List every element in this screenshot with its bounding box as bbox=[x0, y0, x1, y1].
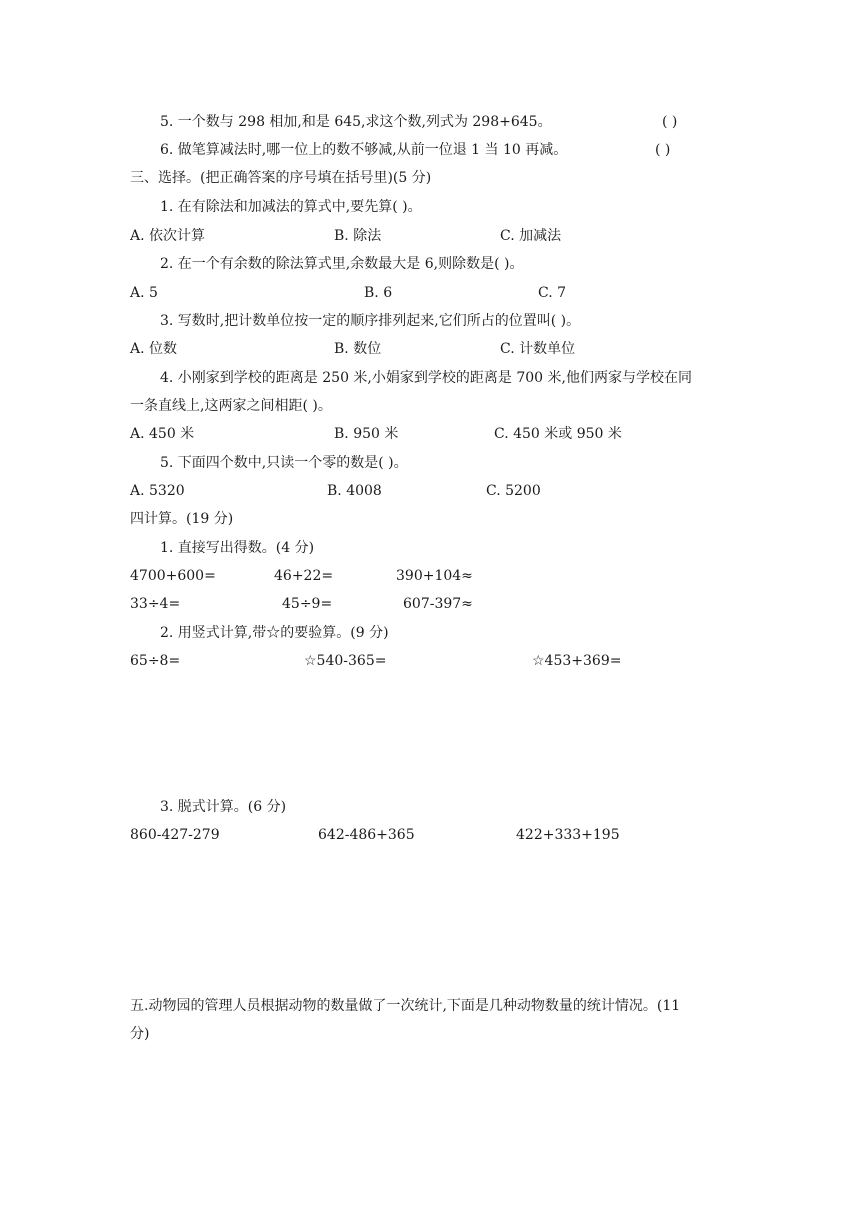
s4-p1-item: 390+104≈ bbox=[396, 568, 473, 584]
judge-q6-bracket[interactable]: ( ) bbox=[655, 142, 671, 158]
s3-q1-option-a[interactable]: A. 依次计算 bbox=[130, 228, 206, 244]
judge-q5-bracket[interactable]: ( ) bbox=[662, 114, 678, 130]
section3-heading: 三、选择。(把正确答案的序号填在括号里)(5 分) bbox=[130, 170, 432, 186]
s4-p2-item: ☆453+369= bbox=[532, 653, 622, 669]
s4-p2-title: 2. 用竖式计算,带☆的要验算。(9 分) bbox=[160, 625, 389, 641]
s3-q1-option-c[interactable]: C. 加减法 bbox=[500, 228, 562, 244]
s3-q2-option-c[interactable]: C. 7 bbox=[538, 285, 567, 301]
s3-q5-text: 5. 下面四个数中,只读一个零的数是( )。 bbox=[160, 455, 408, 471]
s4-p1-item: 4700+600= bbox=[130, 568, 216, 584]
s3-q3-option-a[interactable]: A. 位数 bbox=[130, 341, 178, 357]
s3-q3-text: 3. 写数时,把计数单位按一定的顺序排列起来,它们所占的位置叫( )。 bbox=[160, 313, 581, 329]
s3-q4-option-c[interactable]: C. 450 米或 950 米 bbox=[494, 426, 622, 442]
s4-p3-item: 860-427-279 bbox=[130, 827, 220, 843]
section5-line2: 分) bbox=[130, 1026, 150, 1042]
section5-line1: 五.动物园的管理人员根据动物的数量做了一次统计,下面是几种动物数量的统计情况。(11 bbox=[130, 998, 681, 1014]
s3-q5-option-a[interactable]: A. 5320 bbox=[130, 483, 185, 499]
judge-q6-text: 6. 做笔算减法时,哪一位上的数不够减,从前一位退 1 当 10 再减。 bbox=[160, 142, 568, 158]
s3-q3-option-b[interactable]: B. 数位 bbox=[334, 341, 382, 357]
s3-q1-text: 1. 在有除法和加减法的算式中,要先算( )。 bbox=[160, 199, 422, 215]
judge-q5-text: 5. 一个数与 298 相加,和是 645,求这个数,列式为 298+645。 bbox=[160, 114, 552, 130]
s3-q4-option-b[interactable]: B. 950 米 bbox=[334, 426, 399, 442]
s3-q4-line2: 一条直线上,这两家之间相距( )。 bbox=[130, 398, 332, 414]
s3-q3-option-c[interactable]: C. 计数单位 bbox=[500, 341, 576, 357]
s3-q2-option-b[interactable]: B. 6 bbox=[364, 285, 393, 301]
s3-q5-option-c[interactable]: C. 5200 bbox=[486, 483, 541, 499]
s4-p1-item: 607-397≈ bbox=[403, 596, 473, 612]
s4-p3-item: 642-486+365 bbox=[318, 827, 415, 843]
s4-p1-item: 46+22= bbox=[274, 568, 334, 584]
s3-q5-option-b[interactable]: B. 4008 bbox=[327, 483, 382, 499]
s4-p1-title: 1. 直接写出得数。(4 分) bbox=[160, 540, 315, 556]
s4-p1-item: 33÷4= bbox=[130, 596, 181, 612]
s4-p1-item: 45÷9= bbox=[282, 596, 333, 612]
s4-p3-item: 422+333+195 bbox=[516, 827, 620, 843]
s3-q4-line1: 4. 小刚家到学校的距离是 250 米,小娟家到学校的距离是 700 米,他们两家与学校在同 bbox=[160, 370, 692, 386]
s3-q2-option-a[interactable]: A. 5 bbox=[130, 285, 158, 301]
s4-p3-title: 3. 脱式计算。(6 分) bbox=[160, 799, 287, 815]
section4-heading: 四计算。(19 分) bbox=[130, 511, 234, 527]
s3-q4-option-a[interactable]: A. 450 米 bbox=[130, 426, 195, 442]
s3-q1-option-b[interactable]: B. 除法 bbox=[334, 228, 382, 244]
s4-p2-item: ☆540-365= bbox=[304, 653, 387, 669]
s3-q2-text: 2. 在一个有余数的除法算式里,余数最大是 6,则除数是( )。 bbox=[160, 256, 524, 272]
s4-p2-item: 65÷8= bbox=[130, 653, 181, 669]
